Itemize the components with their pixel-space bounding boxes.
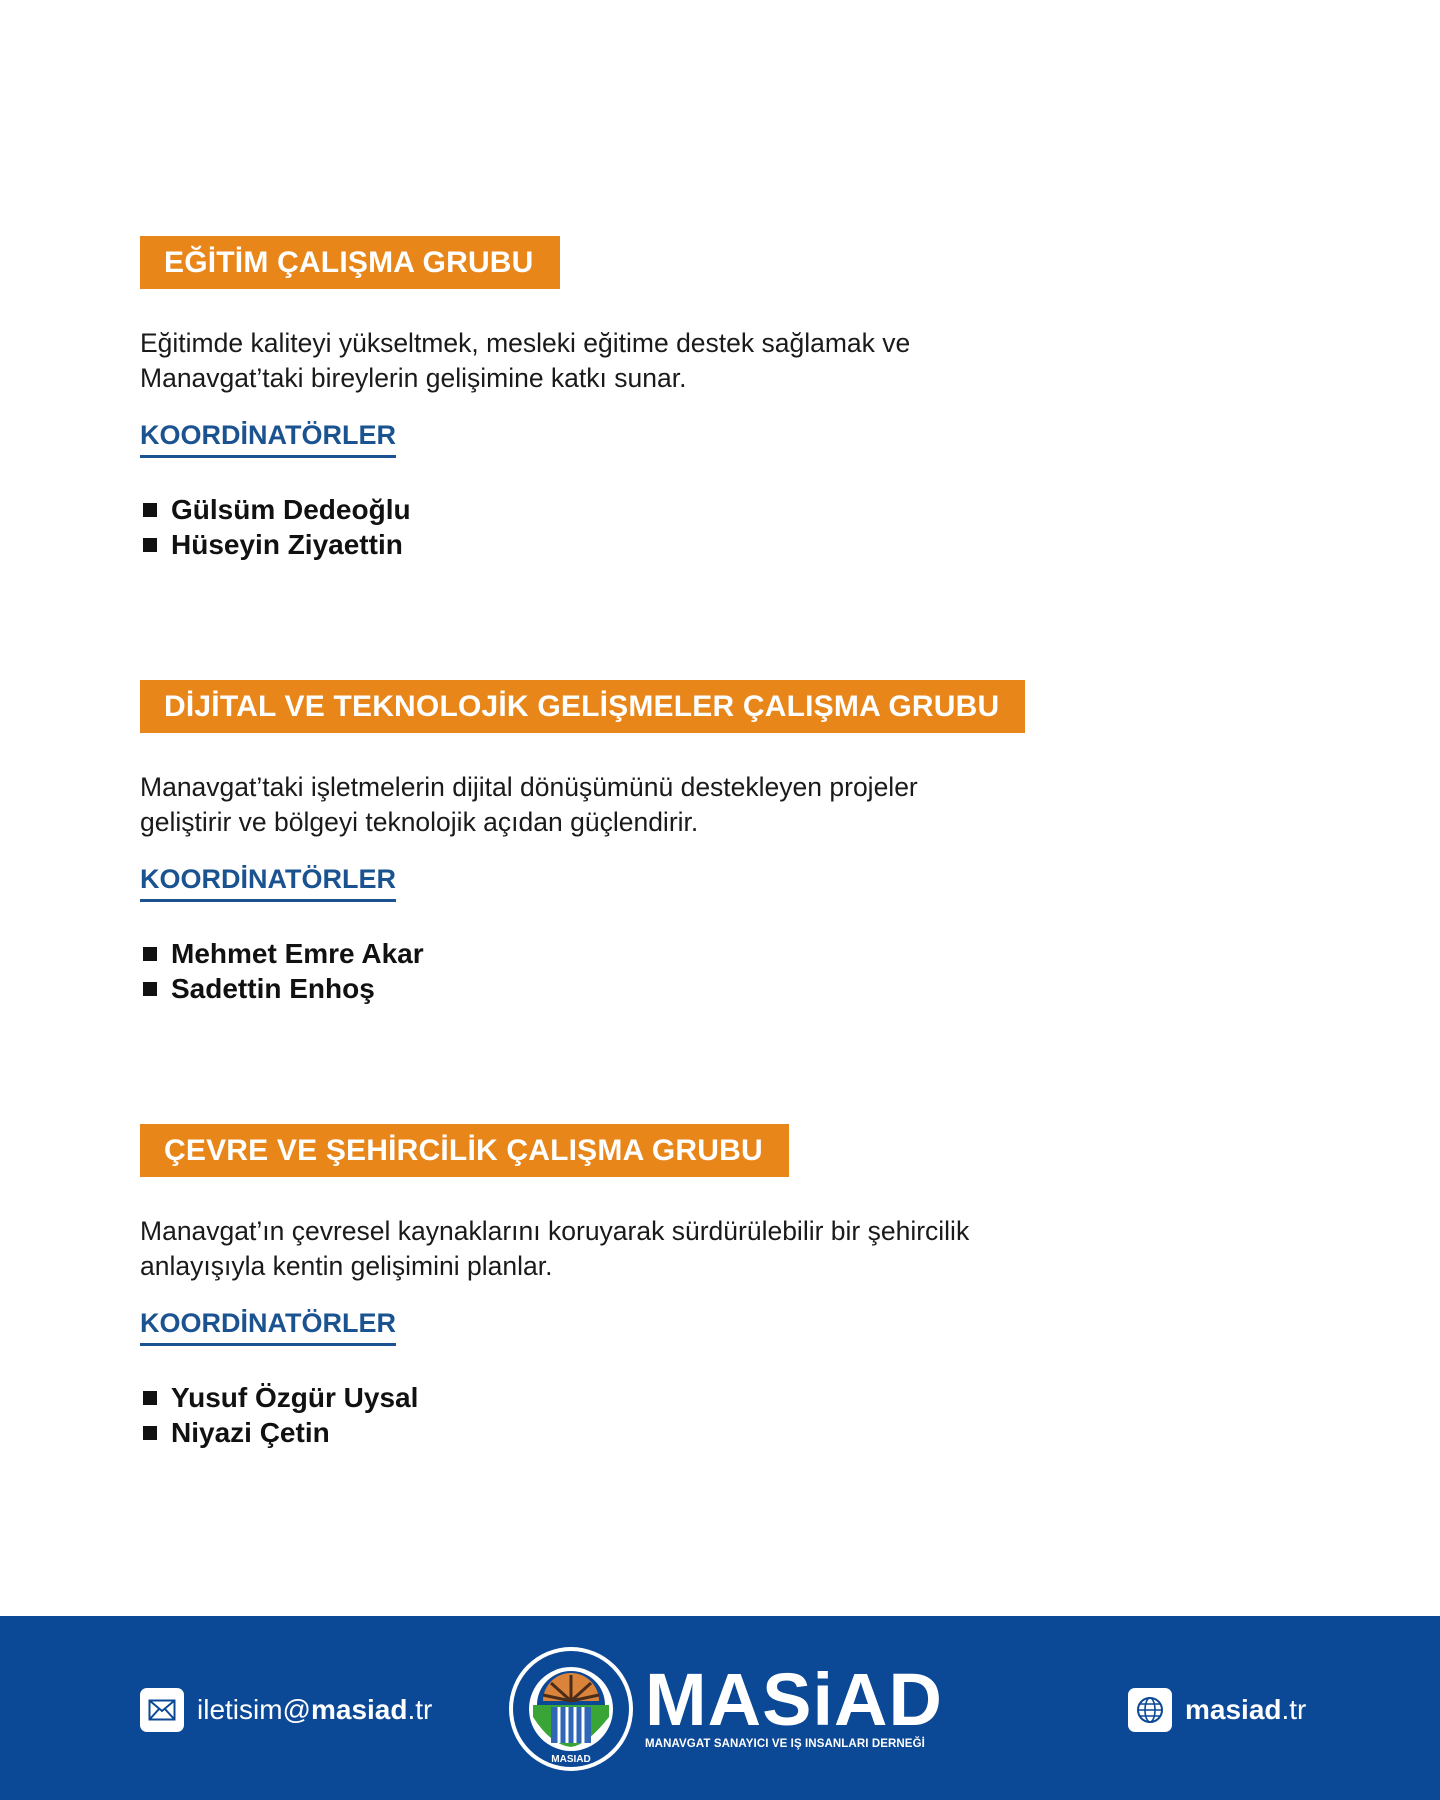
email-link[interactable]: iletisim@ masiad .tr (140, 1688, 432, 1732)
section-heading: EĞİTİM ÇALIŞMA GRUBU (140, 236, 560, 289)
section-description: Manavgat’ın çevresel kaynaklarını koruyarak sürdürülebilir bir şehircilik anlayışıyla kentin gelişimini planlar. (140, 1216, 970, 1281)
bullet-square-icon (143, 1391, 157, 1405)
svg-text:MASIAD: MASIAD (551, 1754, 591, 1765)
mail-icon (140, 1688, 184, 1732)
globe-icon (1128, 1688, 1172, 1732)
section-heading: DİJİTAL VE TEKNOLOJİK GELİŞMELER ÇALIŞMA GRUBU (140, 680, 1025, 733)
coordinators-label: KOORDİNATÖRLER (140, 1306, 396, 1346)
website-link[interactable]: masiad .tr (1128, 1688, 1306, 1732)
list-item: Niyazi Çetin (140, 1415, 1140, 1450)
section-description: Manavgat’taki işletmelerin dijital dönüşümünü destekleyen projeler geliştirir ve bölgeyi teknolojik açıdan güçlendirir. (140, 772, 918, 837)
brand-subtitle: MANAVGAT SANAYICI VE IŞ INSANLARI DERNEĞİ (645, 1738, 925, 1750)
bullet-square-icon (143, 503, 157, 517)
list-item: Yusuf Özgür Uysal (140, 1380, 1140, 1415)
section-description: Eğitimde kaliteyi yükseltmek, mesleki eğitime destek sağlamak ve Manavgat’taki bireylerin gelişimine katkı sunar. (140, 328, 911, 393)
list-item: Gülsüm Dedeoğlu (140, 492, 1140, 527)
masiad-logo (507, 1645, 635, 1773)
section-dijital (140, 680, 1140, 1006)
list-item: Mehmet Emre Akar (140, 936, 1140, 971)
coordinator-list (140, 492, 1140, 562)
section-heading: ÇEVRE VE ŞEHİRCİLİK ÇALIŞMA GRUBU (140, 1124, 789, 1177)
bullet-square-icon (143, 538, 157, 552)
coordinators-label: KOORDİNATÖRLER (140, 862, 396, 902)
list-item: Sadettin Enhoş (140, 971, 1140, 1006)
bullet-square-icon (143, 982, 157, 996)
coordinators-label: KOORDİNATÖRLER (140, 418, 396, 458)
footer (0, 1616, 1440, 1800)
brand-name: MASiAD (645, 1658, 943, 1741)
coordinator-list (140, 936, 1140, 1006)
brand (645, 1658, 943, 1750)
coordinator-list (140, 1380, 1140, 1450)
bullet-square-icon (143, 947, 157, 961)
section-egitim (140, 236, 1140, 562)
bullet-square-icon (143, 1426, 157, 1440)
section-cevre (140, 1124, 1140, 1450)
list-item: Hüseyin Ziyaettin (140, 527, 1140, 562)
